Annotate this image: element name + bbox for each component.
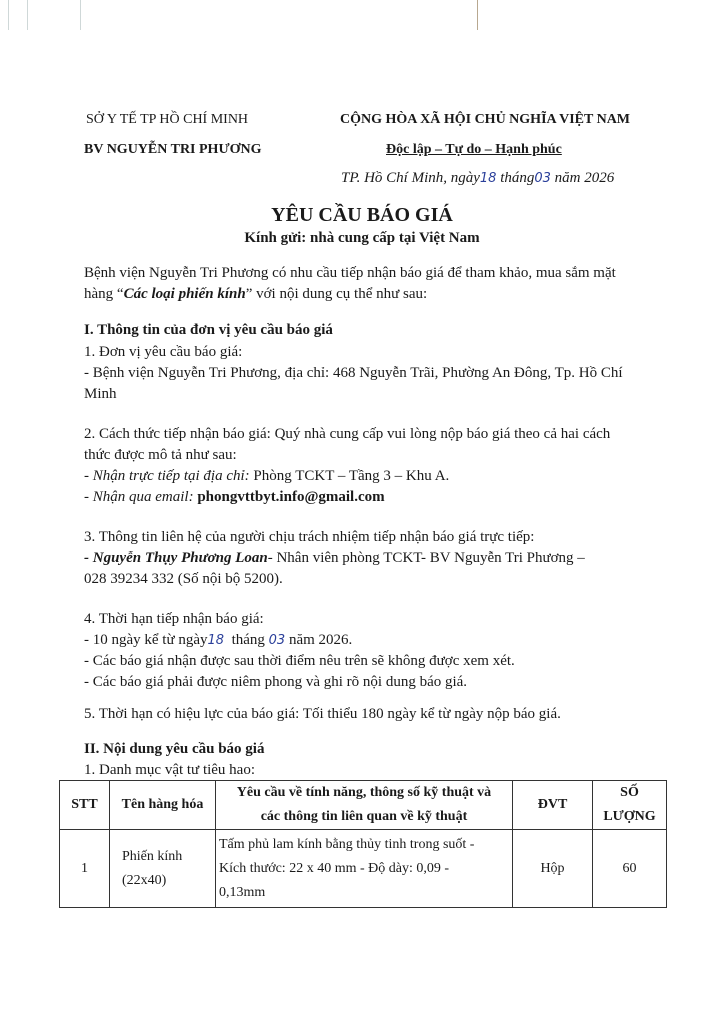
date-year: năm 2026 <box>554 170 615 186</box>
org-line-1: SỞ Y TẾ TP HỒ CHÍ MINH <box>86 112 249 127</box>
handwritten-deadline-month: 03 <box>268 633 286 648</box>
handwritten-day: 18 <box>479 171 497 186</box>
email-address[interactable]: phongvttbyt.info@gmail.com <box>193 489 385 505</box>
table-row <box>60 830 667 908</box>
section-2-sub-1: 1. Danh mục vật tư tiêu hao: <box>84 762 256 778</box>
cell-spec-line-3: 0,13mm <box>219 884 266 900</box>
scan-artifact <box>80 0 81 30</box>
date-line <box>341 170 614 187</box>
header-unit: ĐVT <box>513 781 593 830</box>
item-3-label: 3. Thông tin liên hệ của người chịu trách nhiệm tiếp nhận báo giá trực tiếp: <box>84 529 535 545</box>
header-spec <box>216 781 513 830</box>
table-header-row <box>60 781 667 830</box>
intro-suffix: ” với nội dung cụ thể như sau: <box>245 286 428 302</box>
header-name: Tên hàng hóa <box>110 781 216 830</box>
cell-name-line-1: Phiến kính <box>122 848 183 864</box>
contact-role: - Nhân viên phòng TCKT- BV Nguyễn Tri Phương – <box>267 550 585 566</box>
contact-name: - Nguyễn Thụy Phương Loan <box>84 550 268 566</box>
item-1-label: 1. Đơn vị yêu cầu báo giá: <box>84 344 243 360</box>
date-prefix: TP. Hồ Chí Minh, ngày <box>341 170 480 186</box>
item-4-line-3: - Các báo giá phải được niêm phong và ghi rõ nội dung báo giá. <box>84 674 468 690</box>
header-spec-line-2: các thông tin liên quan về kỹ thuật <box>260 809 468 824</box>
item-2-line-2: thức được mô tả như sau: <box>84 447 237 463</box>
item-2-line-1: 2. Cách thức tiếp nhận báo giá: Quý nhà cung cấp vui lòng nộp báo giá theo cả hai cách <box>84 426 611 442</box>
handwritten-deadline-day: 18 <box>207 633 225 648</box>
cell-spec-line-1: Tấm phủ lam kính bằng thủy tinh trong suốt - <box>219 836 475 852</box>
item-3-phone: 028 39234 332 (Số nội bộ 5200). <box>84 571 283 587</box>
cell-name-line-2: (22x40) <box>122 872 167 888</box>
direct-value: Phòng TCKT – Tầng 3 – Khu A. <box>249 468 450 484</box>
supplies-table <box>59 780 667 908</box>
direct-label: - Nhận trực tiếp tại địa chỉ: <box>84 468 250 484</box>
item-1-line-2: Minh <box>84 386 117 402</box>
deadline-month-label: tháng <box>231 632 265 648</box>
scan-artifact <box>8 0 9 30</box>
motto: Độc lập – Tự do – Hạnh phúc <box>386 142 562 157</box>
nation-title: CỘNG HÒA XÃ HỘI CHỦ NGHĨA VIỆT NAM <box>340 112 631 127</box>
item-5: 5. Thời hạn có hiệu lực của báo giá: Tối thiểu 180 ngày kể từ ngày nộp báo giá. <box>84 706 561 722</box>
email-label: - Nhận qua email: <box>84 489 194 505</box>
cell-spec-line-2: Kích thước: 22 x 40 mm - Độ dày: 0,09 - <box>219 860 450 876</box>
cell-name <box>110 830 216 908</box>
item-4-label: 4. Thời hạn tiếp nhận báo giá: <box>84 611 264 627</box>
cell-stt: 1 <box>60 830 110 908</box>
item-category: Các loại phiến kính <box>123 286 246 302</box>
item-1-line-1: - Bệnh viện Nguyễn Tri Phương, địa chỉ: 468 Nguyễn Trãi, Phường An Đông, Tp. Hồ Chí <box>84 365 623 381</box>
header-qty <box>593 781 667 830</box>
header-stt: STT <box>60 781 110 830</box>
item-2-direct <box>84 466 449 487</box>
section-1-heading: I. Thông tin của đơn vị yêu cầu báo giá <box>84 322 333 338</box>
handwritten-month: 03 <box>534 171 551 186</box>
item-3-contact <box>84 548 585 569</box>
document-title: YÊU CẦU BÁO GIÁ <box>271 204 453 226</box>
scan-artifact <box>477 0 478 30</box>
cell-unit: Hộp <box>513 830 593 908</box>
header-qty-line-1: SỐ <box>620 785 639 800</box>
org-line-2: BV NGUYỄN TRI PHƯƠNG <box>84 142 262 157</box>
intro-line-2 <box>84 284 427 305</box>
section-2-heading: II. Nội dung yêu cầu báo giá <box>84 741 265 757</box>
item-4-line-2: - Các báo giá nhận được sau thời điểm nêu trên sẽ không được xem xét. <box>84 653 515 669</box>
cell-qty: 60 <box>593 830 667 908</box>
document-subtitle: Kính gửi: nhà cung cấp tại Việt Nam <box>244 230 480 246</box>
item-4-line-1 <box>84 630 352 651</box>
scan-artifact <box>27 0 28 30</box>
intro-prefix: hàng “ <box>84 286 124 302</box>
header-qty-line-2: LƯỢNG <box>603 809 656 824</box>
intro-line-1: Bệnh viện Nguyễn Tri Phương có nhu cầu tiếp nhận báo giá để tham khảo, mua sắm mặt <box>84 265 616 281</box>
item-2-email <box>84 487 385 508</box>
date-month-label: tháng <box>500 170 535 186</box>
cell-spec <box>216 830 513 908</box>
header-spec-line-1: Yêu cầu về tính năng, thông số kỹ thuật và <box>236 785 492 800</box>
deadline-year: năm 2026. <box>288 632 353 648</box>
deadline-prefix: - 10 ngày kể từ ngày <box>84 632 208 648</box>
